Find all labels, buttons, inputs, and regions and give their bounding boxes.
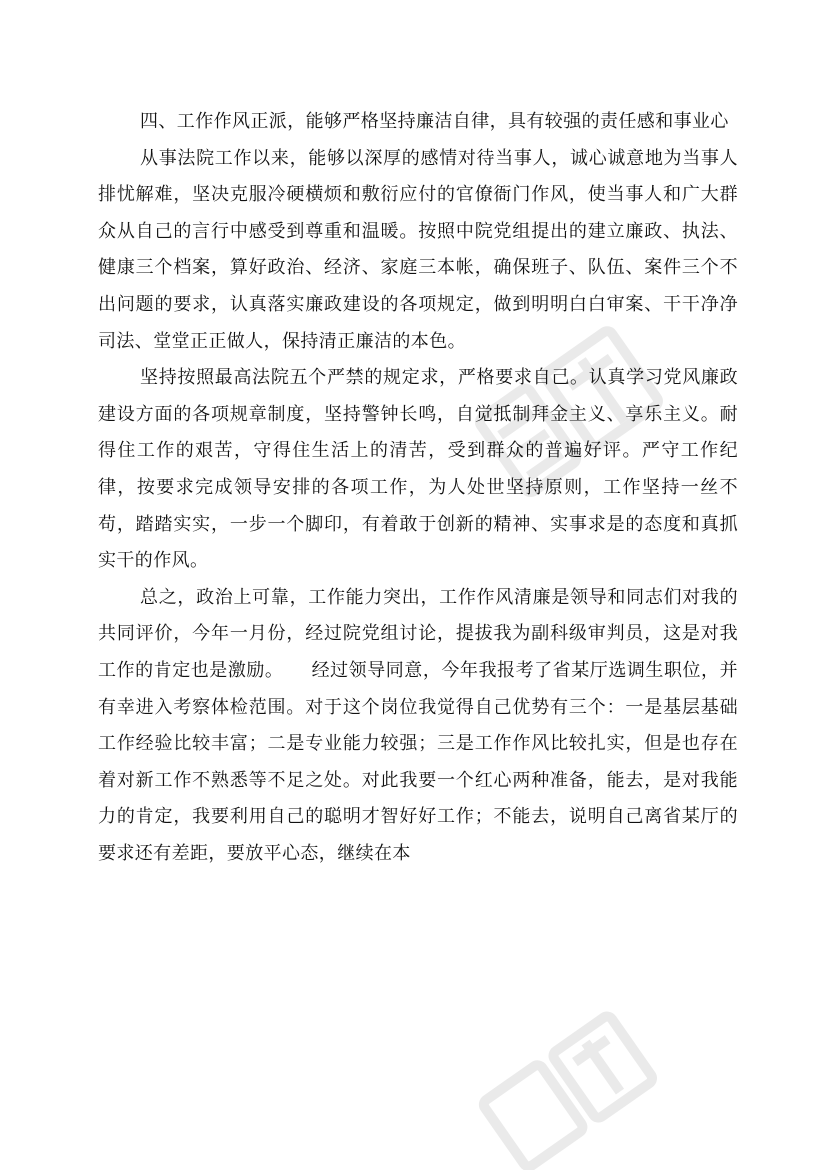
document-body	[98, 104, 738, 872]
watermark-stamp-lower	[470, 1010, 670, 1170]
section-heading-paragraph: 四、工作作风正派，能够严格坚持廉洁自律，具有较强的责任感和事业心	[140, 111, 729, 132]
body-paragraph-summary: 总之，政治上可靠，工作能力突出，工作作风清廉是领导和同志们对我的共同评价，今年一月份，经过院党组讨论，提拔我为副科级审判员，这是对我工作的肯定也是激励。 经过领导同意，今年我报考了省某厅选调生职位，并有幸进入考察体检范围。对于这个岗位我觉得自己优势有三个：一是基层基础工作经验比较丰富；二是专业能力较强；三是工作作风比较扎实，但是也存在着对新工作不熟悉等不足之处。对此我要一个红心两种准备，能去，是对我能力的肯定，我要利用自己的聪明才智好好工作；不能去，说明自己离省某厅的要求还有差距，要放平心态，继续在本	[98, 586, 738, 864]
body-paragraph-discipline: 坚持按照最高法院五个严禁的规定求，严格要求自己。认真学习党风廉政建设方面的各项规章制度，坚持警钟长鸣，自觉抵制拜金主义、享乐主义。耐得住工作的艰苦，守得住生活上的清苦，受到群众的普遍好评。严守工作纪律，按要求完成领导安排的各项工作，为人处世坚持原则，工作坚持一丝不苟，踏踏实实，一步一个脚印，有着敢于创新的精神、实事求是的态度和真抓实干的作风。	[98, 367, 738, 572]
body-paragraph-conduct: 从事法院工作以来，能够以深厚的感情对待当事人，诚心诚意地为当事人排忧解难，坚决克服冷硬横烦和敷衍应付的官僚衙门作风，使当事人和广大群众从自己的言行中感受到尊重和温暖。按照中院党组提出的建立廉政、执法、健康三个档案，算好政治、经济、家庭三本帐，确保班子、队伍、案件三个不出问题的要求，认真落实廉政建设的各项规定，做到明明白白审案、干干净净司法、堂堂正正做人，保持清正廉洁的本色。	[98, 147, 738, 352]
